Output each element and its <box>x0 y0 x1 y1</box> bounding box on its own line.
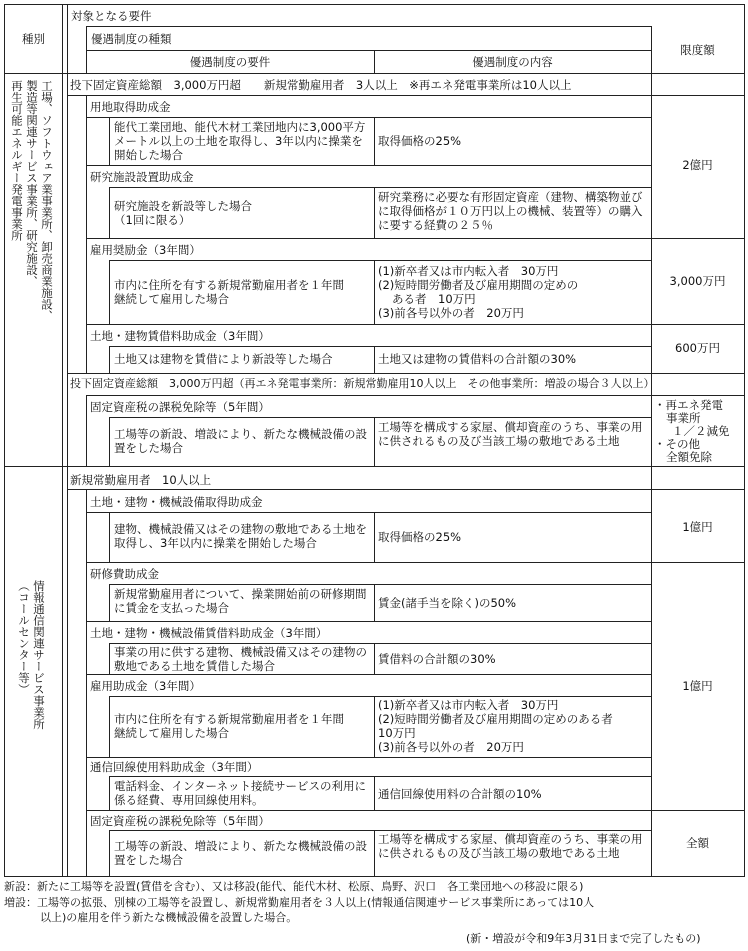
rent-subsidy-title: 土地・建物賃借料助成金（3年間） <box>90 329 270 343</box>
limit-rent: 600万円 <box>675 341 720 355</box>
tax-exemption-title: 固定資産税の課税免除等（5年間） <box>90 400 270 414</box>
section1-category-col1: 工場、ソフトウェア業事業所、卸売商業施設、 <box>40 80 54 322</box>
section1-condition-b: 投下固定資産総額 3,000万円超（再エネ発電事業所：新規常勤雇用10人以上 その他事業所：増設の場合３人以上） <box>70 377 655 390</box>
comm-subsidy-title: 通信回線使用料助成金（3年間） <box>90 760 259 774</box>
tax-exemption-content: 工場等を構成する家屋、償却資産のうち、事業の用に供されるもの及び当該工場の敷地である土地 <box>378 420 643 448</box>
tax-limit-line-5: 全額免除 <box>666 450 712 464</box>
tax2-exemption-content: 工場等を構成する家屋、償却資産のうち、事業の用に供されるもの及び当該工場の敷地である土地 <box>378 832 643 860</box>
header-system-type: 優遇制度の種類 <box>91 32 172 46</box>
section1-condition-a: 投下固定資産総額 3,000万円超 新規常勤雇用者 3人以上 ※再エネ発電事業所は10人以上 <box>70 78 572 92</box>
comm-subsidy-content: 通信回線使用料の合計額の10% <box>378 787 542 801</box>
land-subsidy-title: 用地取得助成金 <box>90 100 171 114</box>
employment-incentive-requirement: 市内に住所を有する新規常勤雇用者を１年間継続して雇用した場合 <box>114 278 344 306</box>
tax-limit-line-1: ・再エネ発電 <box>654 398 723 412</box>
employment-subsidy-content-2b: 10万円 <box>378 726 416 740</box>
rent-subsidy-requirement: 土地又は建物を賃借により新設等した場合 <box>114 352 333 366</box>
training-subsidy-content: 賃金(諸手当を除く)の50% <box>378 596 517 610</box>
land-subsidy-content: 取得価格の25% <box>378 134 462 148</box>
employment-subsidy-content-3: (3)前各号以外の者 20万円 <box>378 740 524 754</box>
note-addition-definition-2: 以上)の雇用を伴う新たな機械設備を設置した場合。 <box>40 911 298 924</box>
tax-limit-line-2: 事業所 <box>666 411 701 425</box>
employment-incentive-title: 雇用奨励金（3年間） <box>90 243 201 257</box>
section1-category-col3: 再生可能エネルギー発電事業所 <box>10 80 24 241</box>
section2-category-sub: （コールセンター等） <box>17 580 31 695</box>
employment-subsidy-title: 雇用助成金（3年間） <box>90 679 201 693</box>
note-deadline: (新・増設が令和9年3月31日まで完了したもの) <box>466 932 701 945</box>
header-category: 種別 <box>22 32 45 46</box>
equip-subsidy-title: 土地・建物・機械設備取得助成金 <box>90 495 263 509</box>
comm-subsidy-requirement: 電話料金、インターネット接続サービスの利用に係る経費、専用回線使用料。 <box>114 779 366 807</box>
tax-exemption-requirement: 工場等の新設、増設により、新たな機械設備の設置をした場合 <box>114 427 367 455</box>
research-subsidy-content: 研究業務に必要な有形固定資産（建物、構築物並びに取得価格が１０万円以上の機械、装置等）の購入に要する経費の２５％ <box>378 190 643 232</box>
header-requirements: 対象となる要件 <box>71 9 152 23</box>
equip-subsidy-requirement: 建物、機械設備又はその建物の敷地である土地を取得し、3年以内に操業を開始した場合 <box>114 522 367 550</box>
equip-rent-subsidy-requirement: 事業の用に供する建物、機械設備又はその建物の敷地である土地を賃借した場合 <box>114 645 367 673</box>
research-subsidy-requirement: 研究施設を新設等した場合（1回に限る） <box>114 199 252 227</box>
equip-subsidy-content: 取得価格の25% <box>378 530 462 544</box>
header-system-content: 優遇制度の内容 <box>472 55 553 69</box>
employment-incentive-content-2b: ある者 10万円 <box>392 292 476 306</box>
section1-category-col2: 製造等関連サービス事業所、研究施設、 <box>25 80 39 287</box>
employment-subsidy-requirement: 市内に住所を有する新規常勤雇用者を１年間継続して雇用した場合 <box>114 712 344 740</box>
limit-land-research: 2億円 <box>682 158 713 172</box>
employment-incentive-content-3: (3)前各号以外の者 20万円 <box>378 306 524 320</box>
employment-incentive-content-1: (1)新卒者又は市内転入者 30万円 <box>378 264 559 278</box>
rent-subsidy-content: 土地又は建物の賃借料の合計額の30% <box>378 352 577 366</box>
tax2-exemption-title: 固定資産税の課税免除等（5年間） <box>90 814 270 828</box>
limit-equip: 1億円 <box>682 520 713 534</box>
employment-subsidy-content-2: (2)短時間労働者及び雇用期間の定めのある者 <box>378 712 613 726</box>
tax-limit-line-3: １／２減免 <box>672 424 730 438</box>
limit-employment: 3,000万円 <box>669 274 726 288</box>
section2-condition: 新規常勤雇用者 10人以上 <box>70 473 212 487</box>
limit-group: 1億円 <box>682 679 713 693</box>
employment-incentive-content-2: (2)短時間労働者及び雇用期間の定めの <box>378 278 579 292</box>
equip-rent-subsidy-title: 土地・建物・機械設備賃借料助成金（3年間） <box>90 626 328 640</box>
limit-tax2: 全額 <box>686 836 709 850</box>
tax2-exemption-requirement: 工場等の新設、増設により、新たな機械設備の設置をした場合 <box>114 839 367 867</box>
note-new-definition: 新設：新たに工場等を設置(賃借を含む）、又は移設(能代、能代木材、松原、鳥野、沢口 各工業団地への移設に限る) <box>4 880 584 893</box>
tax-limit-line-4: ・その他 <box>654 437 700 451</box>
equip-rent-subsidy-content: 賃借料の合計額の30% <box>378 652 496 666</box>
land-subsidy-requirement: 能代工業団地、能代木材工業団地内に3,000平方メートル以上の土地を取得し、3年以内に操業を開始した場合 <box>114 120 366 162</box>
header-limit: 限度額 <box>680 43 715 57</box>
employment-subsidy-content-1: (1)新卒者又は市内転入者 30万円 <box>378 698 559 712</box>
training-subsidy-requirement: 新規常勤雇用者について、操業開始前の研修期間に賃金を支払った場合 <box>114 587 367 615</box>
header-system-requirement: 優遇制度の要件 <box>189 55 271 69</box>
note-addition-definition-1: 増設：工場等の拡張、別棟の工場等を設置し、新規常勤雇用者を３人以上(情報通信関連サービス事業所にあっては10人 <box>4 896 595 909</box>
section2-category-main: 情報通信関連サービス事業所 <box>32 580 46 730</box>
training-subsidy-title: 研修費助成金 <box>90 567 159 581</box>
research-subsidy-title: 研究施設設置助成金 <box>90 170 194 184</box>
